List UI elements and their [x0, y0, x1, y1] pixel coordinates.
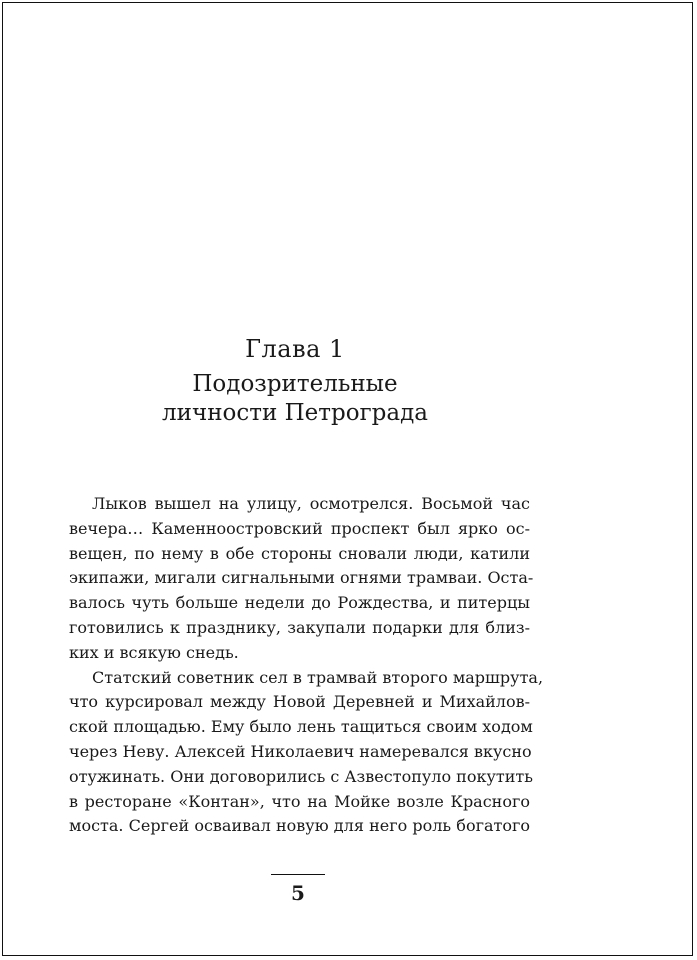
body-line: готовились к празднику, закупали подарки для близ-: [69, 617, 530, 637]
page-number: 5: [291, 881, 305, 905]
body-line: в ресторане «Контан», что на Мойке возле Красного: [69, 791, 530, 811]
chapter-title: [0, 370, 590, 428]
chapter-title-line: личности Петрограда: [162, 400, 428, 426]
body-line: ких и всякую снедь.: [69, 642, 239, 662]
body-line: что курсировал между Новой Деревней и Михайлов-: [69, 692, 530, 712]
body-line: моста. Сергей осваивал новую для него роль богатого: [69, 816, 530, 836]
footer-divider: [271, 874, 325, 875]
body-line: валось чуть больше недели до Рождества, и питерцы: [69, 593, 530, 613]
chapter-title-line: Подозрительные: [192, 371, 398, 397]
body-text: [69, 492, 544, 839]
body-line: вещен, по нему в обе стороны сновали люди, катили: [69, 543, 530, 563]
body-line: ской площадью. Ему было лень тащиться своим ходом: [69, 717, 533, 737]
body-line: экипажи, мигали сигнальными огнями трамваи. Оста-: [69, 568, 534, 588]
body-line: Статский советник сел в трамвай второго маршрута,: [92, 667, 544, 687]
chapter-label: Глава 1: [245, 335, 345, 363]
body-line: отужинать. Они договорились с Азвестопуло покутить: [69, 766, 533, 786]
body-line: вечера… Каменноостровский проспект был ярко ос-: [69, 518, 530, 538]
body-line: через Неву. Алексей Николаевич намеревался вкусно: [69, 741, 532, 761]
body-line: Лыков вышел на улицу, осмотрелся. Восьмой час: [92, 494, 530, 513]
